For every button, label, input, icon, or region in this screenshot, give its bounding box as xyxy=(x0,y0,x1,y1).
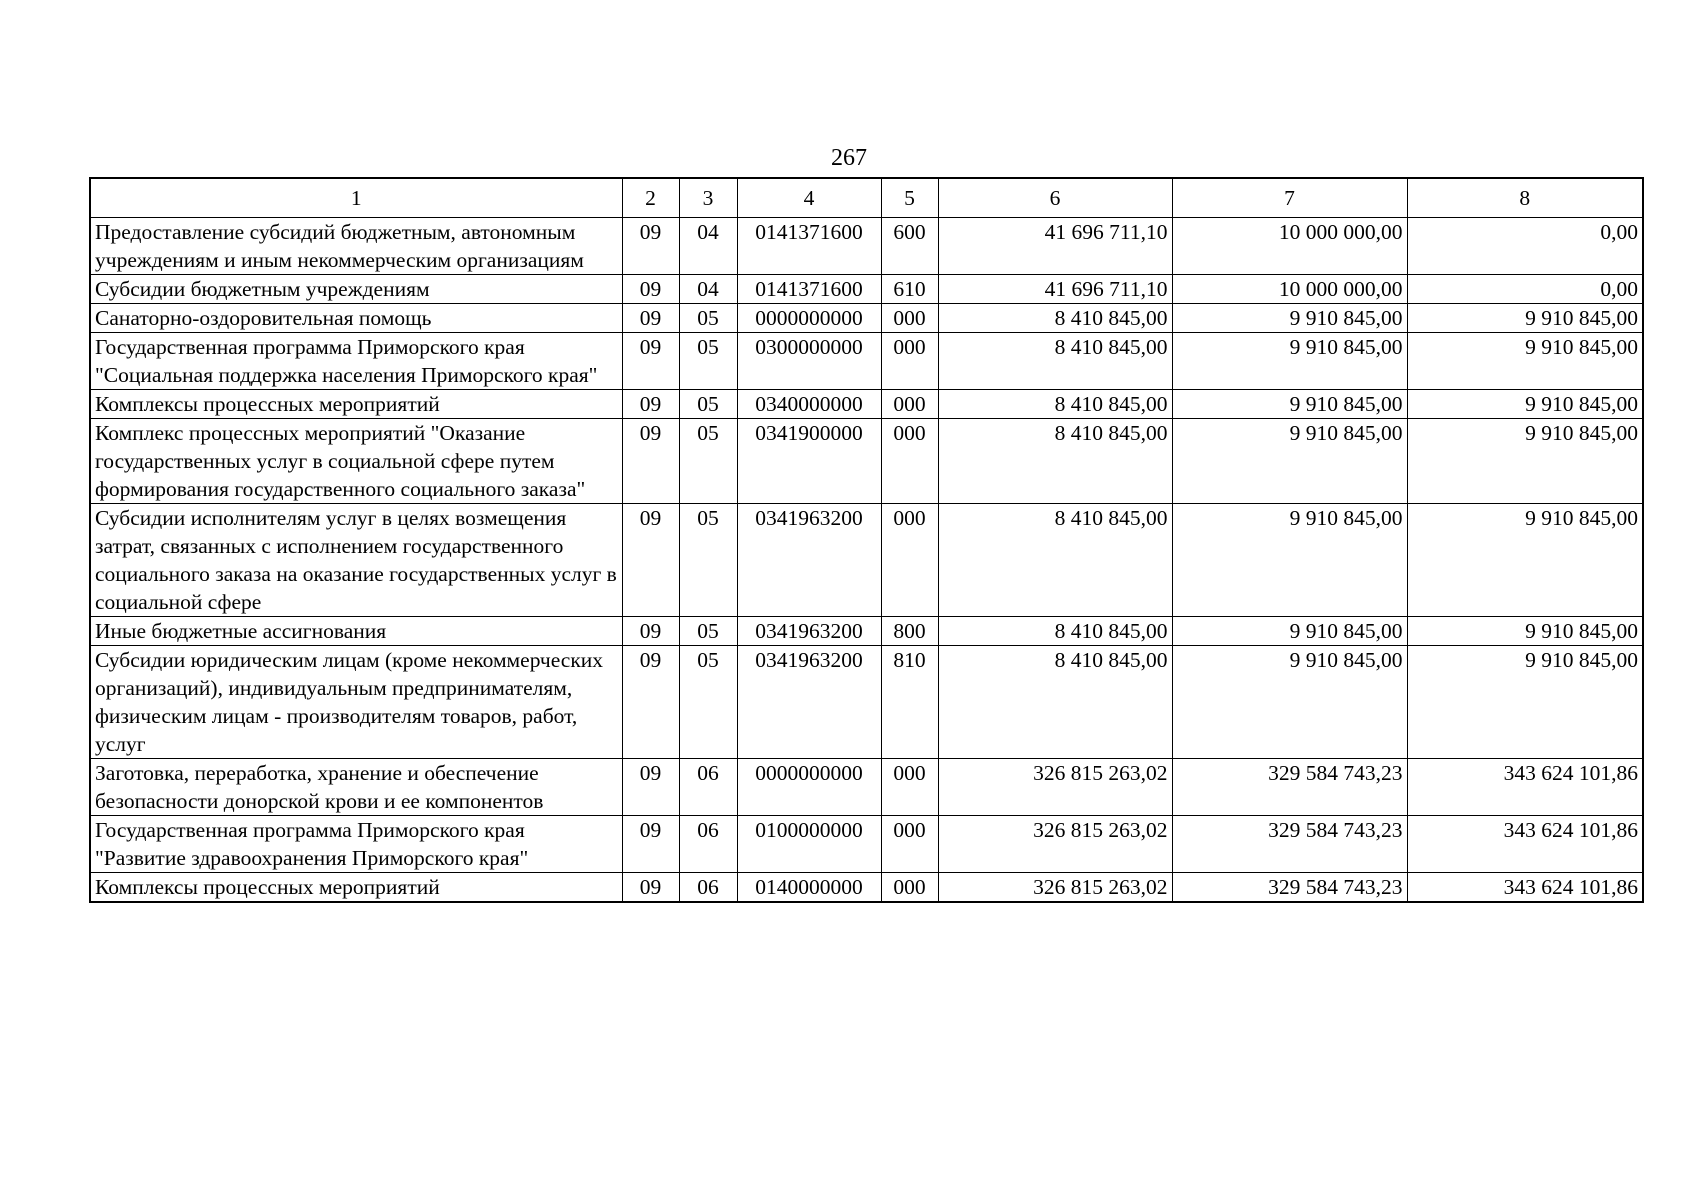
table-row xyxy=(90,646,1643,759)
row-amount-col7: 329 584 743,23 xyxy=(1172,759,1407,816)
row-target-article-code: 0141371600 xyxy=(737,218,881,275)
table-row xyxy=(90,419,1643,504)
header-cell-5: 5 xyxy=(881,178,938,218)
row-section-code: 09 xyxy=(622,873,679,903)
row-name: Предоставление субсидий бюджетным, автономным учреждениям и иным некоммерческим организациям xyxy=(90,218,622,275)
row-amount-col7: 9 910 845,00 xyxy=(1172,304,1407,333)
row-section-code: 09 xyxy=(622,390,679,419)
row-amount-col7: 9 910 845,00 xyxy=(1172,390,1407,419)
row-subsection-code: 04 xyxy=(679,218,737,275)
page-number: 267 xyxy=(831,145,867,171)
row-name: Санаторно-оздоровительная помощь xyxy=(90,304,622,333)
row-amount-col8: 343 624 101,86 xyxy=(1407,873,1643,903)
header-cell-6: 6 xyxy=(938,178,1172,218)
row-name: Государственная программа Приморского края "Развитие здравоохранения Приморского края" xyxy=(90,816,622,873)
header-cell-3: 3 xyxy=(679,178,737,218)
header-row xyxy=(90,178,1643,218)
table-row xyxy=(90,873,1643,903)
row-name: Комплексы процессных мероприятий xyxy=(90,873,622,903)
row-name: Государственная программа Приморского края "Социальная поддержка населения Приморского края" xyxy=(90,333,622,390)
row-amount-col7: 9 910 845,00 xyxy=(1172,617,1407,646)
row-name: Субсидии юридическим лицам (кроме некоммерческих организаций), индивидуальным предпринимателям, физическим лицам - производителям товаров, работ, услуг xyxy=(90,646,622,759)
row-subsection-code: 05 xyxy=(679,333,737,390)
row-amount-col6: 8 410 845,00 xyxy=(938,304,1172,333)
row-section-code: 09 xyxy=(622,304,679,333)
row-section-code: 09 xyxy=(622,218,679,275)
header-cell-7: 7 xyxy=(1172,178,1407,218)
table-row xyxy=(90,333,1643,390)
row-target-article-code: 0300000000 xyxy=(737,333,881,390)
row-subsection-code: 06 xyxy=(679,759,737,816)
row-target-article-code: 0141371600 xyxy=(737,275,881,304)
row-expense-type-code: 800 xyxy=(881,617,938,646)
row-target-article-code: 0341963200 xyxy=(737,646,881,759)
row-amount-col6: 8 410 845,00 xyxy=(938,617,1172,646)
row-amount-col6: 8 410 845,00 xyxy=(938,419,1172,504)
row-amount-col6: 41 696 711,10 xyxy=(938,275,1172,304)
row-name: Комплекс процессных мероприятий "Оказание государственных услуг в социальной сфере путем формирования государственного социального заказа" xyxy=(90,419,622,504)
row-amount-col6: 326 815 263,02 xyxy=(938,816,1172,873)
row-section-code: 09 xyxy=(622,419,679,504)
row-expense-type-code: 610 xyxy=(881,275,938,304)
row-amount-col8: 9 910 845,00 xyxy=(1407,390,1643,419)
row-amount-col8: 9 910 845,00 xyxy=(1407,419,1643,504)
row-subsection-code: 05 xyxy=(679,390,737,419)
row-expense-type-code: 000 xyxy=(881,504,938,617)
row-section-code: 09 xyxy=(622,617,679,646)
row-subsection-code: 05 xyxy=(679,504,737,617)
row-amount-col7: 10 000 000,00 xyxy=(1172,275,1407,304)
row-target-article-code: 0100000000 xyxy=(737,816,881,873)
header-cell-4: 4 xyxy=(737,178,881,218)
row-amount-col6: 8 410 845,00 xyxy=(938,333,1172,390)
row-section-code: 09 xyxy=(622,504,679,617)
row-name: Комплексы процессных мероприятий xyxy=(90,390,622,419)
header-cell-1: 1 xyxy=(90,178,622,218)
row-section-code: 09 xyxy=(622,646,679,759)
row-target-article-code: 0341963200 xyxy=(737,617,881,646)
row-amount-col8: 9 910 845,00 xyxy=(1407,304,1643,333)
row-amount-col8: 343 624 101,86 xyxy=(1407,816,1643,873)
row-amount-col6: 8 410 845,00 xyxy=(938,390,1172,419)
row-amount-col7: 9 910 845,00 xyxy=(1172,333,1407,390)
row-amount-col8: 9 910 845,00 xyxy=(1407,646,1643,759)
row-subsection-code: 05 xyxy=(679,419,737,504)
row-target-article-code: 0340000000 xyxy=(737,390,881,419)
row-section-code: 09 xyxy=(622,816,679,873)
row-section-code: 09 xyxy=(622,333,679,390)
row-target-article-code: 0000000000 xyxy=(737,759,881,816)
row-expense-type-code: 000 xyxy=(881,390,938,419)
table-row xyxy=(90,504,1643,617)
row-subsection-code: 05 xyxy=(679,646,737,759)
row-amount-col7: 329 584 743,23 xyxy=(1172,873,1407,903)
row-subsection-code: 06 xyxy=(679,816,737,873)
row-expense-type-code: 000 xyxy=(881,304,938,333)
row-expense-type-code: 000 xyxy=(881,333,938,390)
row-subsection-code: 05 xyxy=(679,617,737,646)
row-target-article-code: 0341900000 xyxy=(737,419,881,504)
row-amount-col8: 343 624 101,86 xyxy=(1407,759,1643,816)
table-row xyxy=(90,218,1643,275)
table-row xyxy=(90,617,1643,646)
row-expense-type-code: 000 xyxy=(881,419,938,504)
row-amount-col6: 8 410 845,00 xyxy=(938,504,1172,617)
row-section-code: 09 xyxy=(622,275,679,304)
row-section-code: 09 xyxy=(622,759,679,816)
row-amount-col8: 9 910 845,00 xyxy=(1407,617,1643,646)
row-amount-col7: 329 584 743,23 xyxy=(1172,816,1407,873)
row-expense-type-code: 810 xyxy=(881,646,938,759)
row-subsection-code: 04 xyxy=(679,275,737,304)
table-row xyxy=(90,816,1643,873)
row-name: Субсидии исполнителям услуг в целях возмещения затрат, связанных с исполнением государственного социального заказа на оказание государственных услуг в социальной сфере xyxy=(90,504,622,617)
row-target-article-code: 0000000000 xyxy=(737,304,881,333)
row-amount-col7: 9 910 845,00 xyxy=(1172,646,1407,759)
row-name: Иные бюджетные ассигнования xyxy=(90,617,622,646)
row-expense-type-code: 000 xyxy=(881,759,938,816)
budget-table xyxy=(89,177,1644,903)
row-target-article-code: 0341963200 xyxy=(737,504,881,617)
row-name: Субсидии бюджетным учреждениям xyxy=(90,275,622,304)
row-amount-col7: 10 000 000,00 xyxy=(1172,218,1407,275)
row-amount-col7: 9 910 845,00 xyxy=(1172,419,1407,504)
table-row xyxy=(90,759,1643,816)
row-amount-col6: 41 696 711,10 xyxy=(938,218,1172,275)
row-amount-col7: 9 910 845,00 xyxy=(1172,504,1407,617)
row-amount-col8: 9 910 845,00 xyxy=(1407,504,1643,617)
row-name: Заготовка, переработка, хранение и обеспечение безопасности донорской крови и ее компонентов xyxy=(90,759,622,816)
row-expense-type-code: 600 xyxy=(881,218,938,275)
header-cell-2: 2 xyxy=(622,178,679,218)
row-amount-col6: 326 815 263,02 xyxy=(938,759,1172,816)
row-amount-col8: 0,00 xyxy=(1407,218,1643,275)
row-subsection-code: 06 xyxy=(679,873,737,903)
row-amount-col8: 0,00 xyxy=(1407,275,1643,304)
table-row xyxy=(90,275,1643,304)
table-row xyxy=(90,390,1643,419)
row-subsection-code: 05 xyxy=(679,304,737,333)
row-expense-type-code: 000 xyxy=(881,873,938,903)
row-target-article-code: 0140000000 xyxy=(737,873,881,903)
header-cell-8: 8 xyxy=(1407,178,1643,218)
row-amount-col6: 326 815 263,02 xyxy=(938,873,1172,903)
row-expense-type-code: 000 xyxy=(881,816,938,873)
row-amount-col8: 9 910 845,00 xyxy=(1407,333,1643,390)
row-amount-col6: 8 410 845,00 xyxy=(938,646,1172,759)
table-row xyxy=(90,304,1643,333)
